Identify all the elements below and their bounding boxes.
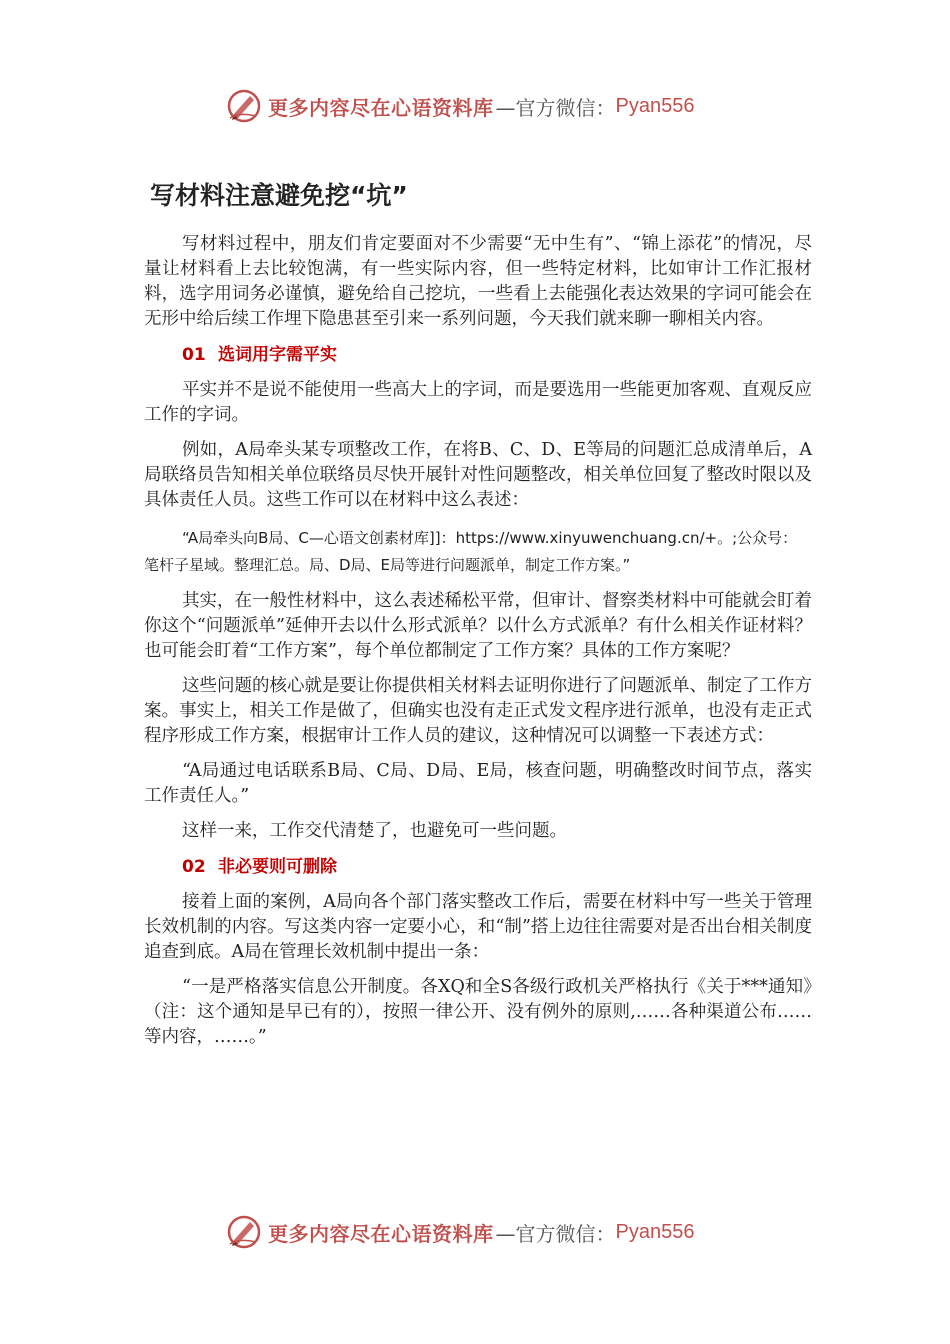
banner-wechat-id: Pyan556 [615, 1220, 695, 1243]
quote-line: “A局牵头向B局、C—心语文创素材库]]：https://www.xinyuwenchuang.cn/+。;公众号： [182, 529, 798, 547]
banner-separator: —官方微信： [495, 95, 616, 120]
section-1-paragraph: 例如，A局牵头某专项整改工作，在将B、C、D、E等局的问题汇总成清单后，A局联络员告知相关单位联络员尽快开展针对性问题整改，相关单位回复了整改时限以及具体责任人员。这些工作可以在材料中这么表述： [144, 440, 812, 510]
section-1-quote [144, 525, 812, 579]
banner-text: 更多内容尽在心语资料库 [268, 1221, 494, 1246]
section-1-paragraph: 其实，在一般性材料中，这么表述稀松平常，但审计、督察类材料中可能就会盯着你这个“问题派单”延伸开去以什么形式派单？以什么方式派单？有什么相关作证材料？也可能会盯着“工作方案”，每个单位都制定了工作方案？具体的工作方案呢？ [144, 591, 812, 661]
section-1-heading [144, 343, 812, 368]
pen-logo-icon [226, 88, 262, 124]
quote-line: 笔杆子星域。整理汇总。局、D局、E局等进行问题派单，制定工作方案。” [144, 556, 631, 574]
intro-paragraph: 写材料过程中，朋友们肯定要面对不少需要“无中生有”、“锦上添花”的情况，尽量让材料看上去比较饱满，有一些实际内容，但一些特定材料，比如审计工作汇报材料，选字用词务必谨慎，避免给自己挖坑，一些看上去能强化表达效果的字词可能会在无形中给后续工作埋下隐患甚至引来一系列问题，今天我们就来聊一聊相关内容。 [144, 234, 812, 329]
article-title: 写材料注意避免挖“坑” [150, 181, 408, 210]
header-banner [226, 86, 694, 126]
section-1-number: 01 [182, 345, 206, 365]
section-2-title: 非必要则可删除 [218, 857, 337, 877]
section-2-number: 02 [182, 857, 206, 877]
footer-banner [226, 1212, 694, 1252]
section-2-paragraph: “一是严格落实信息公开制度。各XQ和全S各级行政机关严格执行《关于***通知》（注：这个通知是早已有的），按照一律公开、没有例外的原则,……各种渠道公布……等内容，……。” [144, 977, 812, 1047]
section-1-paragraph: 这些问题的核心就是要让你提供相关材料去证明你进行了问题派单、制定了工作方案。事实上，相关工作是做了，但确实也没有走正式发文程序进行派单，也没有走正式程序形成工作方案，根据审计工作人员的建议，这种情况可以调整一下表述方式： [144, 676, 812, 746]
pen-logo-icon [226, 1214, 262, 1250]
section-2-paragraph: 接着上面的案例，A局向各个部门落实整改工作后，需要在材料中写一些关于管理长效机制的内容。写这类内容一定要小心，和“制”搭上边往往需要对是否出台相关制度追查到底。A局在管理长效机制中提出一条： [144, 892, 812, 962]
article-body [144, 232, 812, 1050]
section-1-title: 选词用字需平实 [218, 345, 337, 365]
banner-wechat-id: Pyan556 [615, 94, 695, 117]
banner-separator: —官方微信： [495, 1221, 616, 1246]
banner-text: 更多内容尽在心语资料库 [268, 95, 494, 120]
section-2-heading [144, 855, 812, 880]
section-1-paragraph: “A局通过电话联系B局、C局、D局、E局，核查问题，明确整改时间节点，落实工作责任人。” [144, 761, 812, 806]
section-1-paragraph: 这样一来，工作交代清楚了，也避免可一些问题。 [182, 821, 567, 841]
section-1-paragraph: 平实并不是说不能使用一些高大上的字词，而是要选用一些能更加客观、直观反应工作的字词。 [144, 380, 812, 425]
